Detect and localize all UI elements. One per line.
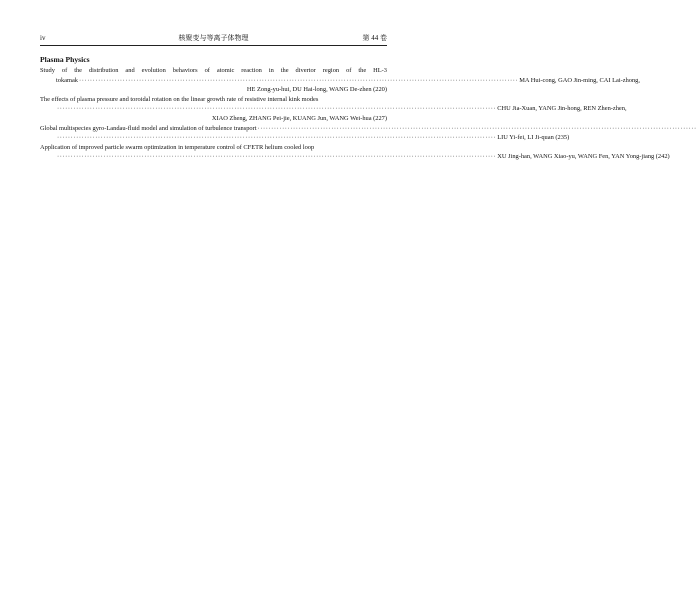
entry-authors-continuation: HE Zong-yu-hui, DU Hai-long, WANG De-zhen (220) bbox=[246, 86, 387, 94]
entry-leader-line bbox=[40, 152, 670, 162]
entry-authors: XU Jing-han, WANG Xiao-yu, WANG Fen, YAN Yong-jiang (242) bbox=[497, 153, 670, 161]
toc-entry[interactable] bbox=[40, 95, 627, 124]
header-rule bbox=[40, 45, 387, 46]
entry-title-line: Application of improved particle swarm optimization in temperature control of CFETR helium cooled loop bbox=[40, 143, 315, 151]
section-title: Plasma Physics bbox=[40, 55, 90, 64]
entry-authors: MA Hui-cong, GAO Jin-ming, CAI Lai-zhong, bbox=[519, 76, 640, 84]
entry-authors: LIU Yi-fei, LI Ji-quan (235) bbox=[497, 134, 570, 142]
page-number: iv bbox=[40, 34, 46, 42]
leader-dots: ································································································································································· bbox=[57, 105, 497, 113]
leader-dots: ································································································································································· bbox=[257, 124, 697, 132]
entry-leader-line bbox=[40, 104, 627, 114]
entry-authors: CHU Jia-Xuan, YANG Jin-hong, REN Zhen-zhen, bbox=[497, 105, 627, 113]
volume-label: 第 44 卷 bbox=[362, 34, 387, 42]
entry-leader-line bbox=[40, 133, 570, 143]
entry-title-end: tokamak bbox=[56, 76, 79, 84]
table-of-contents bbox=[40, 54, 697, 162]
leader-dots: ································································································································································· bbox=[79, 76, 519, 84]
entry-title-line bbox=[40, 124, 697, 134]
journal-title: 核聚变与等离子体物理 bbox=[178, 34, 249, 42]
running-header bbox=[40, 32, 387, 44]
toc-entry[interactable] bbox=[40, 143, 670, 162]
leader-dots: ································································································································································· bbox=[57, 134, 497, 142]
entry-title-line: The effects of plasma pressure and toroidal rotation on the linear growth rate of resistive internal kink modes bbox=[40, 95, 319, 103]
entry-title-continuation bbox=[40, 76, 640, 86]
leader-dots: ································································································································································· bbox=[57, 153, 497, 161]
entry-title: Global multispecies gyro-Landau-fluid model and simulation of turbulence transport bbox=[40, 124, 257, 132]
entry-title-line: Study of the distribution and evolution behaviors of atomic reaction in the divertor region of the HL-3 bbox=[40, 67, 387, 74]
entry-authors-continuation: XIAO Zheng, ZHANG Pei-jie, KUANG Jun, WANG Wei-hua (227) bbox=[211, 114, 387, 122]
toc-entry[interactable] bbox=[40, 66, 640, 95]
toc-entry[interactable] bbox=[40, 124, 697, 143]
